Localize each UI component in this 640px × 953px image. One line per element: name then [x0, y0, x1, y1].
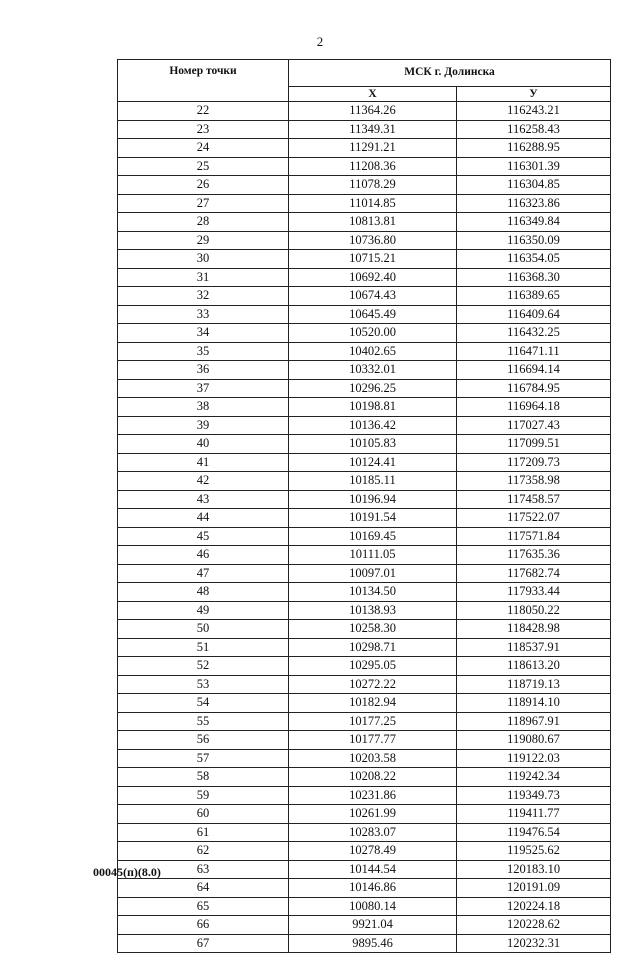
- table-row: [118, 435, 611, 454]
- document-code: 00045(п)(8.0): [93, 865, 161, 879]
- table-row: [118, 490, 611, 509]
- table-row: [118, 638, 611, 657]
- x-coordinate-cell: 11291.21: [289, 139, 457, 158]
- point-number-cell: 45: [118, 527, 289, 546]
- x-coordinate-cell: 11364.26: [289, 102, 457, 121]
- x-coordinate-cell: 10138.93: [289, 601, 457, 620]
- table-row: [118, 379, 611, 398]
- point-number-cell: 56: [118, 731, 289, 750]
- x-coordinate-cell: 10177.25: [289, 712, 457, 731]
- point-number-cell: 57: [118, 749, 289, 768]
- coordinates-table-container: [117, 59, 610, 953]
- table-row: [118, 250, 611, 269]
- point-number-cell: 34: [118, 324, 289, 343]
- point-number-cell: 46: [118, 546, 289, 565]
- x-coordinate-cell: 10261.99: [289, 805, 457, 824]
- table-row: [118, 268, 611, 287]
- point-number-cell: 64: [118, 879, 289, 898]
- x-coordinate-cell: 10124.41: [289, 453, 457, 472]
- table-row: [118, 620, 611, 639]
- x-coordinate-cell: 10177.77: [289, 731, 457, 750]
- table-row: [118, 416, 611, 435]
- y-coordinate-cell: 116304.85: [457, 176, 611, 195]
- y-coordinate-cell: 118914.10: [457, 694, 611, 713]
- y-coordinate-cell: 120224.18: [457, 897, 611, 916]
- y-coordinate-cell: 120228.62: [457, 916, 611, 935]
- table-row: [118, 527, 611, 546]
- point-number-cell: 38: [118, 398, 289, 417]
- point-number-cell: 28: [118, 213, 289, 232]
- table-row: [118, 398, 611, 417]
- table-row: [118, 231, 611, 250]
- table-row: [118, 213, 611, 232]
- x-coordinate-cell: 10692.40: [289, 268, 457, 287]
- x-coordinate-cell: 10198.81: [289, 398, 457, 417]
- y-coordinate-cell: 118428.98: [457, 620, 611, 639]
- point-number-cell: 55: [118, 712, 289, 731]
- point-number-cell: 29: [118, 231, 289, 250]
- point-number-cell: 59: [118, 786, 289, 805]
- y-coordinate-cell: 120191.09: [457, 879, 611, 898]
- x-coordinate-cell: 10402.65: [289, 342, 457, 361]
- point-number-cell: 25: [118, 157, 289, 176]
- y-coordinate-cell: 116368.30: [457, 268, 611, 287]
- point-number-cell: 39: [118, 416, 289, 435]
- x-coordinate-cell: 10203.58: [289, 749, 457, 768]
- y-coordinate-cell: 116409.64: [457, 305, 611, 324]
- point-number-cell: 37: [118, 379, 289, 398]
- y-coordinate-cell: 119122.03: [457, 749, 611, 768]
- point-number-cell: 60: [118, 805, 289, 824]
- x-coordinate-cell: 10191.54: [289, 509, 457, 528]
- table-row: [118, 564, 611, 583]
- y-coordinate-cell: 116288.95: [457, 139, 611, 158]
- x-coordinate-cell: 10258.30: [289, 620, 457, 639]
- msk-header: МСК г. Долинска: [289, 60, 611, 87]
- point-number-cell: 66: [118, 916, 289, 935]
- y-coordinate-cell: 118537.91: [457, 638, 611, 657]
- y-coordinate-cell: 116471.11: [457, 342, 611, 361]
- y-coordinate-cell: 116432.25: [457, 324, 611, 343]
- x-coordinate-cell: 10736.80: [289, 231, 457, 250]
- x-coordinate-cell: 10196.94: [289, 490, 457, 509]
- y-coordinate-cell: 119525.62: [457, 842, 611, 861]
- y-coordinate-cell: 119476.54: [457, 823, 611, 842]
- x-coordinate-cell: 10520.00: [289, 324, 457, 343]
- y-coordinate-cell: 118719.13: [457, 675, 611, 694]
- table-row: [118, 749, 611, 768]
- x-coordinate-cell: 9895.46: [289, 934, 457, 953]
- y-coordinate-cell: 119411.77: [457, 805, 611, 824]
- y-coordinate-cell: 117099.51: [457, 435, 611, 454]
- table-row: [118, 157, 611, 176]
- x-coordinate-cell: 10674.43: [289, 287, 457, 306]
- x-coordinate-cell: 10144.54: [289, 860, 457, 879]
- y-coordinate-cell: 120232.31: [457, 934, 611, 953]
- x-coordinate-cell: 10111.05: [289, 546, 457, 565]
- y-coordinate-cell: 117027.43: [457, 416, 611, 435]
- point-number-header: Номер точки: [118, 60, 289, 102]
- x-coordinate-cell: 10185.11: [289, 472, 457, 491]
- x-coordinate-cell: 9921.04: [289, 916, 457, 935]
- point-number-cell: 40: [118, 435, 289, 454]
- x-coordinate-cell: 11014.85: [289, 194, 457, 213]
- point-number-cell: 30: [118, 250, 289, 269]
- y-coordinate-cell: 117358.98: [457, 472, 611, 491]
- table-row: [118, 805, 611, 824]
- point-number-cell: 24: [118, 139, 289, 158]
- x-coordinate-cell: 11349.31: [289, 120, 457, 139]
- table-row: [118, 139, 611, 158]
- x-coordinate-cell: 10645.49: [289, 305, 457, 324]
- coordinates-table: [117, 59, 611, 953]
- x-coordinate-cell: 11078.29: [289, 176, 457, 195]
- table-row: [118, 324, 611, 343]
- point-number-cell: 31: [118, 268, 289, 287]
- y-coordinate-cell: 116389.65: [457, 287, 611, 306]
- point-number-cell: 50: [118, 620, 289, 639]
- point-number-cell: 63: [118, 860, 289, 879]
- table-row: [118, 176, 611, 195]
- table-row: [118, 786, 611, 805]
- point-number-cell: 35: [118, 342, 289, 361]
- table-row: [118, 342, 611, 361]
- x-coordinate-cell: 10272.22: [289, 675, 457, 694]
- y-coordinate-cell: 116694.14: [457, 361, 611, 380]
- point-number-cell: 27: [118, 194, 289, 213]
- x-coordinate-cell: 10715.21: [289, 250, 457, 269]
- y-coordinate-cell: 117209.73: [457, 453, 611, 472]
- point-number-cell: 44: [118, 509, 289, 528]
- table-row: [118, 546, 611, 565]
- table-row: [118, 823, 611, 842]
- table-row: [118, 453, 611, 472]
- y-coordinate-cell: 120183.10: [457, 860, 611, 879]
- point-number-cell: 32: [118, 287, 289, 306]
- table-row: [118, 897, 611, 916]
- table-row: [118, 879, 611, 898]
- x-column-header: Х: [289, 87, 457, 102]
- x-coordinate-cell: 10134.50: [289, 583, 457, 602]
- x-coordinate-cell: 10298.71: [289, 638, 457, 657]
- y-coordinate-cell: 116301.39: [457, 157, 611, 176]
- x-coordinate-cell: 10208.22: [289, 768, 457, 787]
- table-row: [118, 305, 611, 324]
- x-coordinate-cell: 10080.14: [289, 897, 457, 916]
- point-number-cell: 33: [118, 305, 289, 324]
- table-row: [118, 934, 611, 953]
- y-coordinate-cell: 119242.34: [457, 768, 611, 787]
- y-coordinate-cell: 117522.07: [457, 509, 611, 528]
- x-coordinate-cell: 10231.86: [289, 786, 457, 805]
- x-coordinate-cell: 10182.94: [289, 694, 457, 713]
- table-row: [118, 731, 611, 750]
- point-number-cell: 54: [118, 694, 289, 713]
- y-coordinate-cell: 116323.86: [457, 194, 611, 213]
- y-coordinate-cell: 116354.05: [457, 250, 611, 269]
- point-number-cell: 67: [118, 934, 289, 953]
- y-coordinate-cell: 116350.09: [457, 231, 611, 250]
- point-number-cell: 61: [118, 823, 289, 842]
- y-coordinate-cell: 118613.20: [457, 657, 611, 676]
- point-number-cell: 42: [118, 472, 289, 491]
- point-number-cell: 23: [118, 120, 289, 139]
- point-number-cell: 41: [118, 453, 289, 472]
- y-coordinate-cell: 117458.57: [457, 490, 611, 509]
- x-coordinate-cell: 10136.42: [289, 416, 457, 435]
- x-coordinate-cell: 10283.07: [289, 823, 457, 842]
- x-coordinate-cell: 10296.25: [289, 379, 457, 398]
- x-coordinate-cell: 10295.05: [289, 657, 457, 676]
- point-number-cell: 43: [118, 490, 289, 509]
- y-coordinate-cell: 119349.73: [457, 786, 611, 805]
- x-coordinate-cell: 10278.49: [289, 842, 457, 861]
- point-number-cell: 62: [118, 842, 289, 861]
- x-coordinate-cell: 10169.45: [289, 527, 457, 546]
- table-row: [118, 287, 611, 306]
- table-row: [118, 583, 611, 602]
- y-coordinate-cell: 116964.18: [457, 398, 611, 417]
- table-row: [118, 675, 611, 694]
- x-coordinate-cell: 10332.01: [289, 361, 457, 380]
- table-row: [118, 102, 611, 121]
- y-column-header: У: [457, 87, 611, 102]
- y-coordinate-cell: 117635.36: [457, 546, 611, 565]
- table-row: [118, 472, 611, 491]
- y-coordinate-cell: 117933.44: [457, 583, 611, 602]
- point-number-cell: 51: [118, 638, 289, 657]
- point-number-cell: 48: [118, 583, 289, 602]
- table-row: [118, 842, 611, 861]
- y-coordinate-cell: 119080.67: [457, 731, 611, 750]
- y-coordinate-cell: 116243.21: [457, 102, 611, 121]
- table-row: [118, 361, 611, 380]
- y-coordinate-cell: 117682.74: [457, 564, 611, 583]
- table-row: [118, 657, 611, 676]
- x-coordinate-cell: 10105.83: [289, 435, 457, 454]
- table-row: [118, 194, 611, 213]
- y-coordinate-cell: 118967.91: [457, 712, 611, 731]
- point-number-cell: 47: [118, 564, 289, 583]
- point-number-cell: 58: [118, 768, 289, 787]
- y-coordinate-cell: 118050.22: [457, 601, 611, 620]
- x-coordinate-cell: 10146.86: [289, 879, 457, 898]
- point-number-cell: 26: [118, 176, 289, 195]
- point-number-cell: 22: [118, 102, 289, 121]
- x-coordinate-cell: 10813.81: [289, 213, 457, 232]
- y-coordinate-cell: 116784.95: [457, 379, 611, 398]
- table-body: [118, 102, 611, 953]
- table-row: [118, 860, 611, 879]
- table-row: [118, 768, 611, 787]
- page-number: 2: [316, 34, 324, 49]
- point-number-cell: 36: [118, 361, 289, 380]
- point-number-cell: 53: [118, 675, 289, 694]
- point-number-cell: 52: [118, 657, 289, 676]
- y-coordinate-cell: 116258.43: [457, 120, 611, 139]
- x-coordinate-cell: 11208.36: [289, 157, 457, 176]
- point-number-cell: 49: [118, 601, 289, 620]
- table-row: [118, 712, 611, 731]
- table-row: [118, 916, 611, 935]
- table-row: [118, 509, 611, 528]
- y-coordinate-cell: 117571.84: [457, 527, 611, 546]
- table-row: [118, 120, 611, 139]
- point-number-cell: 65: [118, 897, 289, 916]
- y-coordinate-cell: 116349.84: [457, 213, 611, 232]
- x-coordinate-cell: 10097.01: [289, 564, 457, 583]
- table-row: [118, 601, 611, 620]
- table-row: [118, 694, 611, 713]
